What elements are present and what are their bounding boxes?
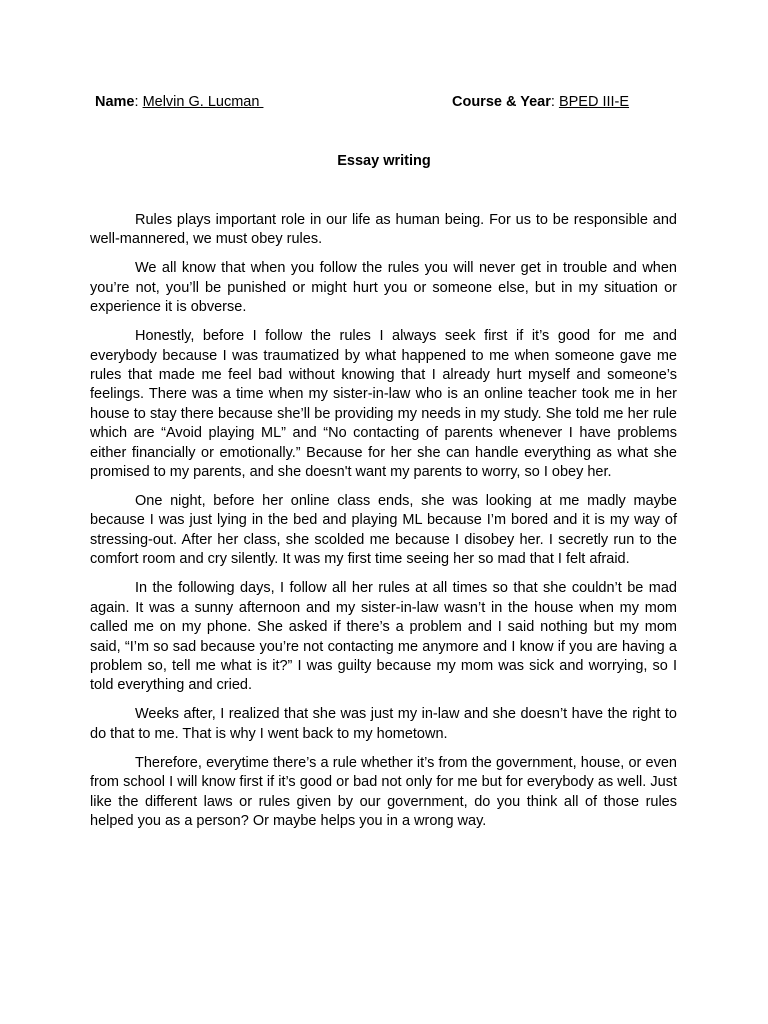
- name-field: [95, 93, 263, 111]
- essay-paragraph: Honestly, before I follow the rules I always seek first if it’s good for me and everybody because I was traumatized by what happened to me when someone gave me rules that made me feel bad without knowing that I already hurt myself and someone’s feelings. There was a time when my sister-in-law who is an online teacher took me in her house to stay there because she’ll be providing my needs in my study. She told me her rule which are “Avoid playing ML” and “No contacting of parents whenever I have problems either financially or emotionally.” Because for her she can handle everything as what she promised to my parents, and she doesn't want my parents to worry, so I obey her.: [90, 328, 677, 481]
- course-year-field: [452, 93, 629, 111]
- name-label: Name: [95, 94, 135, 110]
- course-year-separator: :: [550, 94, 559, 110]
- essay-paragraph: Weeks after, I realized that she was just my in-law and she doesn’t have the right to do that to me. That is why I went back to my hometown.: [90, 706, 677, 742]
- course-year-value: BPED III-E: [558, 94, 630, 110]
- header-row: [95, 93, 655, 113]
- essay-body: [90, 211, 677, 841]
- essay-paragraph: In the following days, I follow all her rules at all times so that she couldn’t be mad again. It was a sunny afternoon and my sister-in-law wasn’t in the house when my mom called me on my phone. She asked if there’s a problem and I said nothing but my mom said, “I’m so sad because you’re not contacting me anymore and I know if you are having a problem so, tell me what is it?” I was guilty because my mom was sick and worrying, so I told everything and cried.: [90, 580, 677, 694]
- name-value: Melvin G. Lucman: [142, 94, 264, 110]
- essay-paragraph: Therefore, everytime there’s a rule whether it’s from the government, house, or even from school I will know first if it’s good or bad not only for me but for everybody as well. Just like the different laws or rules given by our government, do you think all of those rules helped you as a person? Or maybe helps you in a wrong way.: [90, 754, 677, 829]
- essay-paragraph: One night, before her online class ends, she was looking at me madly maybe because I was just lying in the bed and playing ML because I’m bored and it is my way of stressing-out. After her class, she scolded me because I disobey her. I secretly run to the comfort room and cry silently. It was my first time seeing her so mad that I felt afraid.: [90, 493, 677, 568]
- essay-title: Essay writing: [337, 153, 431, 169]
- essay-paragraph: Rules plays important role in our life as human being. For us to be responsible and well-mannered, we must obey rules.: [90, 212, 677, 248]
- course-year-label: Course & Year: [452, 94, 551, 110]
- name-separator: :: [134, 94, 143, 110]
- essay-paragraph: We all know that when you follow the rules you will never get in trouble and when you’re not, you’ll be punished or might hurt you or someone else, but in my situation or experience it is obverse.: [90, 260, 677, 316]
